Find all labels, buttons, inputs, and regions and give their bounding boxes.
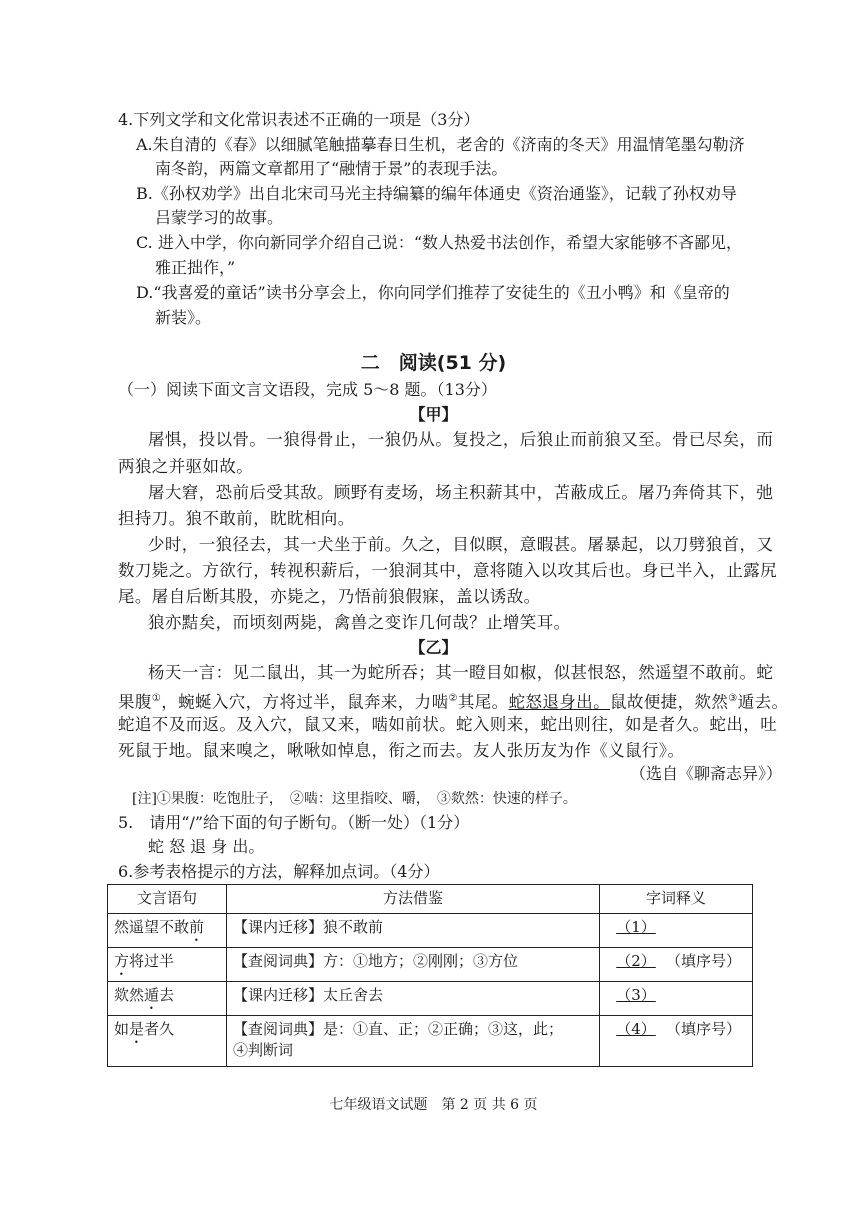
method-cell: 【课内迁移】狼不敢前 xyxy=(227,914,600,948)
answer-cell[interactable] xyxy=(600,982,753,1016)
sentence-text: 如 xyxy=(114,1020,130,1038)
sentence-text: 将过半 xyxy=(129,952,175,970)
q6-table xyxy=(107,884,753,1067)
q4-option-a-line1: A.朱自清的《春》以细腻笔触描摹春日生机，老舍的《济南的冬天》用温情笔墨勾勒济 xyxy=(136,135,745,154)
jia-line: 尾。屠自后断其股，亦毙之，乃悟前狼假寐，盖以诱敌。 xyxy=(118,587,541,606)
section-title: 二 阅读(51 分) xyxy=(360,352,507,374)
jia-line: 屠惧，投以骨。一狼得骨止，一狼仍从。复投之，后狼止而前狼又至。骨已尽矣，而 xyxy=(148,430,774,449)
jia-line: 担持刀。狼不敢前，眈眈相向。 xyxy=(118,509,355,528)
q4-option-d-line1: D.“我喜爱的童话”读书分享会上，你向同学们推荐了安徒生的《丑小鸭》和《皇帝的 xyxy=(136,283,730,302)
sentence-cell xyxy=(108,948,227,982)
method-cell: 【查阅词典】方：①地方；②刚刚；③方位 xyxy=(227,948,600,982)
method-text: 【查阅词典】是：①直、正；②正确；③这，此； xyxy=(233,1020,564,1038)
answer-hint: （填序号） xyxy=(666,952,742,970)
yi-text: 果腹 xyxy=(118,692,152,712)
dotted-word: 遁 xyxy=(144,986,160,1004)
table-header: 文言语句 xyxy=(108,885,227,914)
q5-sentence: 蛇 怒 退 身 出。 xyxy=(148,837,265,856)
dotted-word: 方 xyxy=(114,952,130,970)
sentence-text: 去 xyxy=(159,986,175,1004)
table-row xyxy=(108,914,753,948)
footnote-mark: ③ xyxy=(728,693,738,704)
page-footer: 七年级语文试题 第 2 页 共 6 页 xyxy=(329,1097,538,1113)
method-cell xyxy=(227,1016,600,1067)
yi-line: 杨天一言：见二鼠出，其一为蛇所吞；其一瞪目如椒，似甚恨怒，然遥望不敢前。蛇 xyxy=(148,663,774,682)
dotted-word: 前 xyxy=(189,918,205,936)
answer-hint: （填序号） xyxy=(666,1020,742,1038)
table-header: 方法借鉴 xyxy=(227,885,600,914)
answer-cell[interactable] xyxy=(600,1016,753,1067)
answer-cell[interactable] xyxy=(600,948,753,982)
sentence-text: 者久 xyxy=(144,1020,175,1038)
table-header-row xyxy=(108,885,753,914)
answer-blank[interactable]: （2） xyxy=(616,952,656,970)
part1-instruction: （一）阅读下面文言文语段，完成 5～8 题。（13分） xyxy=(118,380,497,399)
yi-line: 蛇追不及而返。及入穴，鼠又来，啮如前状。蛇入则来，蛇出则往，如是者久。蛇出，吐 xyxy=(118,715,778,734)
table-header: 字词释义 xyxy=(600,885,753,914)
footnote-mark: ② xyxy=(448,693,458,704)
yi-text: 鼠故便捷，欻然 xyxy=(609,692,729,712)
q4-option-c-line1: C. 进入中学，你向新同学介绍自己说：“数人热爱书法创作，希望大家能够不吝鄙见， xyxy=(136,233,743,252)
sentence-text: 欻然 xyxy=(114,986,145,1004)
method-text: ④判断词 xyxy=(233,1041,294,1059)
jia-line: 狼亦黠矣，而顷刻两毙，禽兽之变诈几何哉？止增笑耳。 xyxy=(148,613,571,632)
table-row xyxy=(108,948,753,982)
answer-blank[interactable]: （4） xyxy=(616,1020,656,1038)
jia-title: 【甲】 xyxy=(409,405,458,424)
q4-option-d-line2: 新装》。 xyxy=(155,308,212,327)
yi-text: ，蜿蜒入穴，方将过半，鼠奔来，力啮 xyxy=(161,692,449,712)
q4-option-b-line2: 吕蒙学习的故事。 xyxy=(155,208,284,227)
q5-stem: 5. 请用“/”给下面的句子断句。（断一处）（1分） xyxy=(118,813,470,832)
sentence-cell xyxy=(108,1016,227,1067)
source-citation: （选自《聊斋志异》） xyxy=(629,764,782,783)
yi-title: 【乙】 xyxy=(409,638,458,657)
jia-line: 数刀毙之。方欲行，转视积薪后，一狼洞其中，意将随入以攻其后也。身已半入，止露尻 xyxy=(118,561,778,580)
sentence-cell xyxy=(108,914,227,948)
jia-line: 少时，一狼径去，其一犬坐于前。久之，目似瞑，意暇甚。屠暴起，以刀劈狼首，又 xyxy=(148,535,774,554)
underlined-sentence: 蛇怒退身出。 xyxy=(508,692,610,712)
q4-option-a-line2: 南冬韵，两篇文章都用了“融情于景”的表现手法。 xyxy=(155,159,508,178)
annotation-note: [注]①果腹：吃饱肚子， ②啮：这里指咬、嚼， ③欻然：快速的样子。 xyxy=(132,791,577,807)
jia-line: 两狼之并驱如故。 xyxy=(118,457,254,476)
yi-line: 死鼠于地。鼠来嗅之，啾啾如悼息，衔之而去。友人张历友为作《义鼠行》。 xyxy=(118,741,685,760)
sentence-cell xyxy=(108,982,227,1016)
answer-blank[interactable]: （3） xyxy=(616,986,656,1004)
method-cell: 【课内迁移】太丘舍去 xyxy=(227,982,600,1016)
table-row xyxy=(108,982,753,1016)
footnote-mark: ① xyxy=(151,693,162,704)
table-row xyxy=(108,1016,753,1067)
q4-stem: 4.下列文学和文化常识表述不正确的一项是（3分） xyxy=(118,110,480,129)
yi-text: 其尾。 xyxy=(457,692,509,712)
yi-line xyxy=(118,688,788,714)
answer-cell[interactable] xyxy=(600,914,753,948)
q4-option-b-line1: B.《孙权劝学》出自北宋司马光主持编纂的编年体通史《资治通鉴》，记载了孙权劝导 xyxy=(136,184,737,203)
sentence-text: 然遥望不敢 xyxy=(114,918,190,936)
jia-line: 屠大窘，恐前后受其敌。顾野有麦场，场主积薪其中，苫蔽成丘。屠乃奔倚其下，弛 xyxy=(148,483,774,502)
answer-blank[interactable]: （1） xyxy=(616,918,656,936)
dotted-word: 是 xyxy=(129,1020,145,1038)
q6-stem: 6.参考表格提示的方法，解释加点词。（4分） xyxy=(118,862,440,881)
yi-text: 遁去。 xyxy=(737,692,789,712)
q4-option-c-line2: 雅正拙作，” xyxy=(155,258,236,277)
